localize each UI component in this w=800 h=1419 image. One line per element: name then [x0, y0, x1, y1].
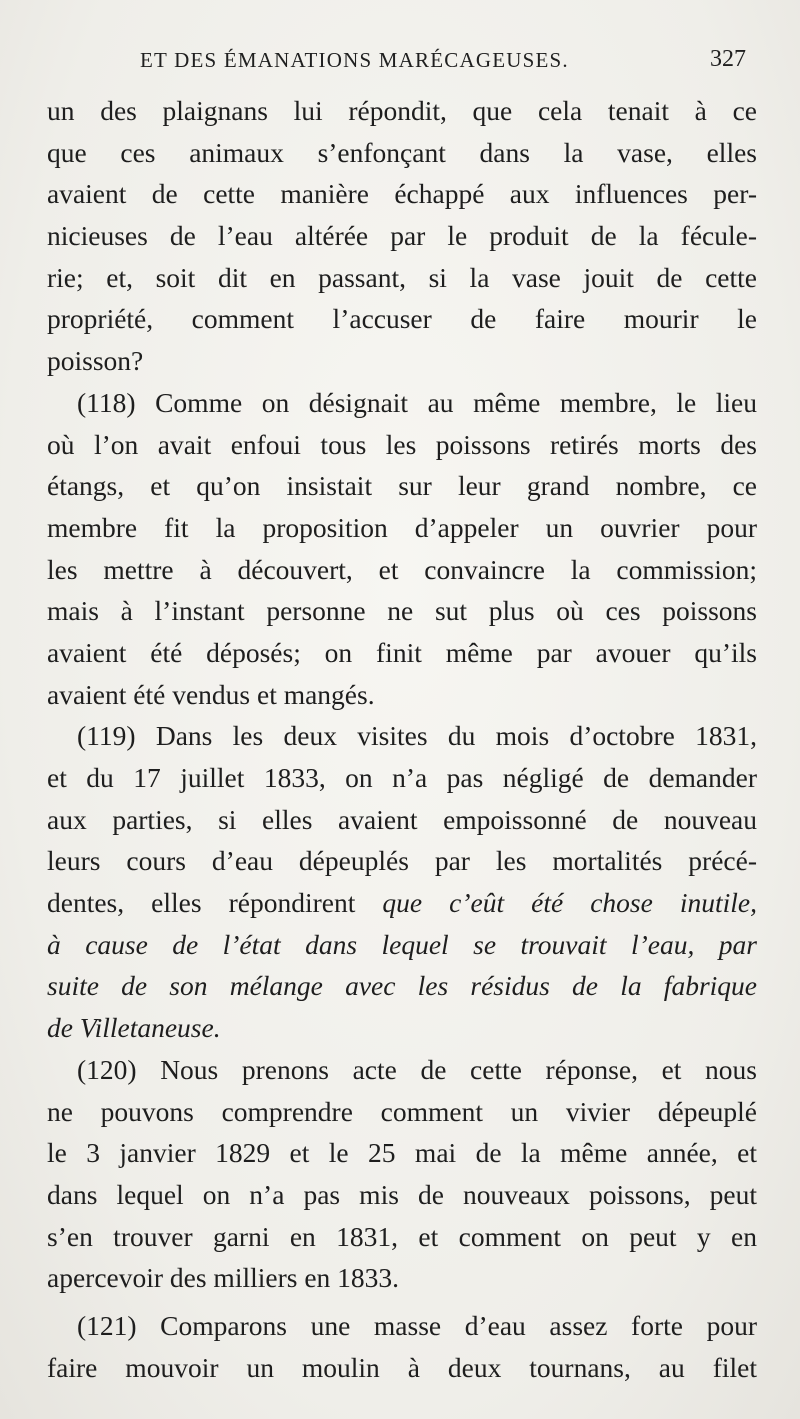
text-line: leurs cours d’eau dépeuplés par les mortalités précé-: [47, 845, 757, 877]
quoted-answer: suite de son mélange avec les résidus de la fabrique: [47, 970, 757, 1002]
text-line: les mettre à découvert, et convaincre la commission;: [47, 553, 757, 585]
page-number: 327: [710, 46, 746, 72]
text-line: membre fit la proposition d’appeler un ouvrier pour: [47, 511, 757, 543]
text-line: et du 17 juillet 1833, on n’a pas négligé de demander: [47, 762, 757, 793]
text-roman: dentes, elles répondirent: [47, 887, 356, 919]
text-line: s’en trouver garni en 1831, et comment on peut y en: [47, 1220, 757, 1252]
text-line: propriété, comment l’accuser de faire mourir le: [47, 303, 757, 335]
text-line: que ces animaux s’enfonçant dans la vase, elles: [47, 136, 757, 168]
text-line: poisson?: [47, 345, 144, 377]
text-line: avaient été vendus et mangés.: [47, 678, 375, 710]
text-line: nicieuses de l’eau altérée par le produit de la fécule-: [47, 220, 757, 252]
paragraph-119-start: (119) Dans les deux visites du mois d’octobre 1831,: [77, 720, 757, 752]
paragraph-120-start: (120) Nous prenons acte de cette réponse, et nous: [77, 1053, 757, 1085]
text-line: ne pouvons comprendre comment un vivier dépeuplé: [47, 1095, 757, 1127]
text-line: aux parties, si elles avaient empoissonné de nouveau: [47, 803, 757, 835]
text-line: mais à l’instant personne ne sut plus où ces poissons: [47, 595, 757, 627]
text-line: avaient de cette manière échappé aux influences per-: [47, 178, 757, 210]
quoted-answer: que c’eût été chose inutile,: [382, 887, 758, 919]
text-line: où l’on avait enfoui tous les poissons retirés morts des: [47, 428, 757, 460]
text-line: avaient été déposés; on finit même par avouer qu’ils: [47, 636, 757, 668]
text-line: rie; et, soit dit en passant, si la vase jouit de cette: [47, 261, 757, 293]
text-line-mixed: [47, 882, 757, 924]
paragraph-118-start: (118) Comme on désignait au même membre, le lieu: [77, 386, 757, 418]
quoted-answer: de Villetaneuse.: [47, 1012, 221, 1044]
paragraph-121-start: (121) Comparons une masse d’eau assez forte pour: [77, 1309, 757, 1341]
text-line: le 3 janvier 1829 et le 25 mai de la même année, et: [47, 1137, 757, 1169]
running-head: ET DES ÉMANATIONS MARÉCAGEUSES.: [140, 48, 569, 72]
text-line: apercevoir des milliers en 1833.: [47, 1262, 400, 1294]
text-line: un des plaignans lui répondit, que cela tenait à ce: [47, 95, 757, 126]
text-line: étangs, et qu’on insistait sur leur grand nombre, ce: [47, 470, 757, 502]
text-line: dans lequel on n’a pas mis de nouveaux poissons, peut: [47, 1178, 757, 1210]
body-text: [47, 90, 757, 1388]
page-header: [140, 44, 760, 78]
quoted-answer: à cause de l’état dans lequel se trouvait l’eau, par: [47, 928, 757, 960]
text-line: faire mouvoir un moulin à deux tournans, au filet: [47, 1351, 757, 1383]
